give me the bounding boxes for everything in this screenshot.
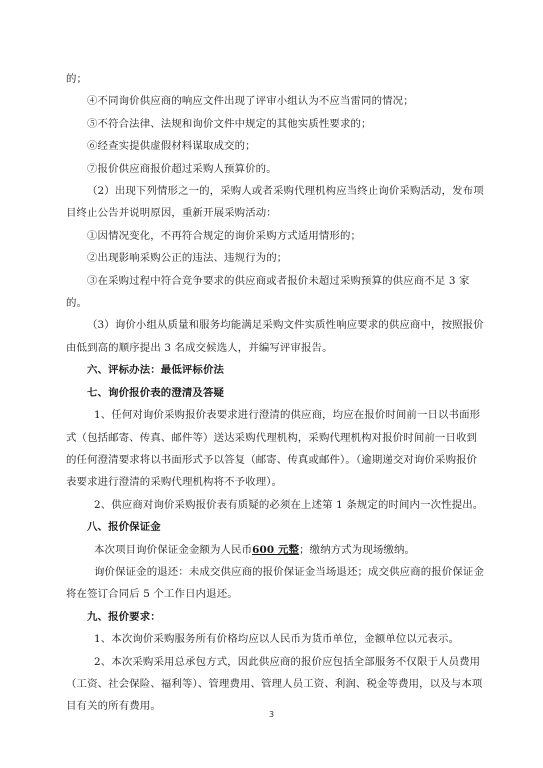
section-heading: 九、报价要求： bbox=[87, 610, 161, 623]
list-item: ⑤不符合法律、法规和询价文件中规定的其他实质性要求的； bbox=[87, 117, 372, 130]
paragraph: 2、供应商对询价采购报价表有质疑的必须在上述第 1 条规定的时间内一次性提出。 bbox=[94, 498, 484, 511]
text-line: 的； bbox=[66, 73, 88, 85]
text-span: ；缴纳方式为现场缴纳。 bbox=[299, 543, 416, 556]
document-body bbox=[66, 68, 486, 718]
paragraph: 询价保证金的退还：未成交供应商的报价保证金当场退还；成交供应商的报价保证金将在签订合同后 5 个工作日内退还。 bbox=[66, 565, 484, 601]
paragraph bbox=[66, 539, 486, 561]
section-heading: 七、询价报价表的澄清及答疑 bbox=[87, 386, 225, 399]
list-item: ④不同询价供应商的响应文件出现了评审小组认为不应当雷同的情况； bbox=[87, 95, 414, 108]
paragraph: （2）出现下列情形之一的，采购人或者采购代理机构应当终止询价采购活动，发布项目终止公告并说明原因，重新开展采购活动： bbox=[66, 185, 484, 220]
paragraph: （3）询价小组从质量和服务均能满足采购文件实质性响应要求的供应商中，按照报价由低到高的顺序提出 3 名成交候选人，并编写评审报告。 bbox=[66, 319, 484, 354]
paragraph: 1、任何对询价采购报价表要求进行澄清的供应商，均应在报价时间前一日以书面形式（包括邮寄、传真、邮件等）送达采购代理机构，采购代理机构对报价时间前一日收到的任何澄清要求将以书面形式予以答复（邮寄、传真或邮件）。（逾期递交对询价采购报价表要求进行澄清的采购代理机构将不予收理）。 bbox=[66, 409, 481, 489]
list-item: ②出现影响采购公正的违法、违规行为的； bbox=[87, 252, 288, 265]
list-item: ⑦报价供应商报价超过采购人预算价的。 bbox=[87, 162, 277, 175]
section-heading: 八、报价保证金 bbox=[87, 521, 161, 534]
list-item: ③在采购过程中符合竞争要求的供应商或者报价未超过采购预算的供应商不足 3 家的。 bbox=[66, 274, 470, 310]
paragraph: 2、本次采购采用总承包方式，因此供应商的报价应包括全部服务不仅限于人员费用（工资、社会保险、福利等）、管理费用、管理人员工资、利润、税金等费用，以及与本项目有关的所有费用。 bbox=[66, 655, 483, 713]
list-item: ①因情况变化，不再符合规定的询价采购方式适用情形的； bbox=[87, 229, 362, 242]
page-number: 3 bbox=[268, 710, 275, 719]
deposit-amount: 600 元整 bbox=[252, 543, 300, 556]
text-span: 本次项目询价保证金金额为人民币 bbox=[94, 543, 253, 556]
paragraph: 1、本次询价采购服务所有价格均应以人民币为货币单位，金额单位以元表示。 bbox=[94, 633, 460, 646]
section-heading: 六、评标办法：最低评标价法 bbox=[87, 364, 225, 377]
list-item: ⑥经查实提供虚假材料谋取成交的； bbox=[87, 140, 256, 153]
